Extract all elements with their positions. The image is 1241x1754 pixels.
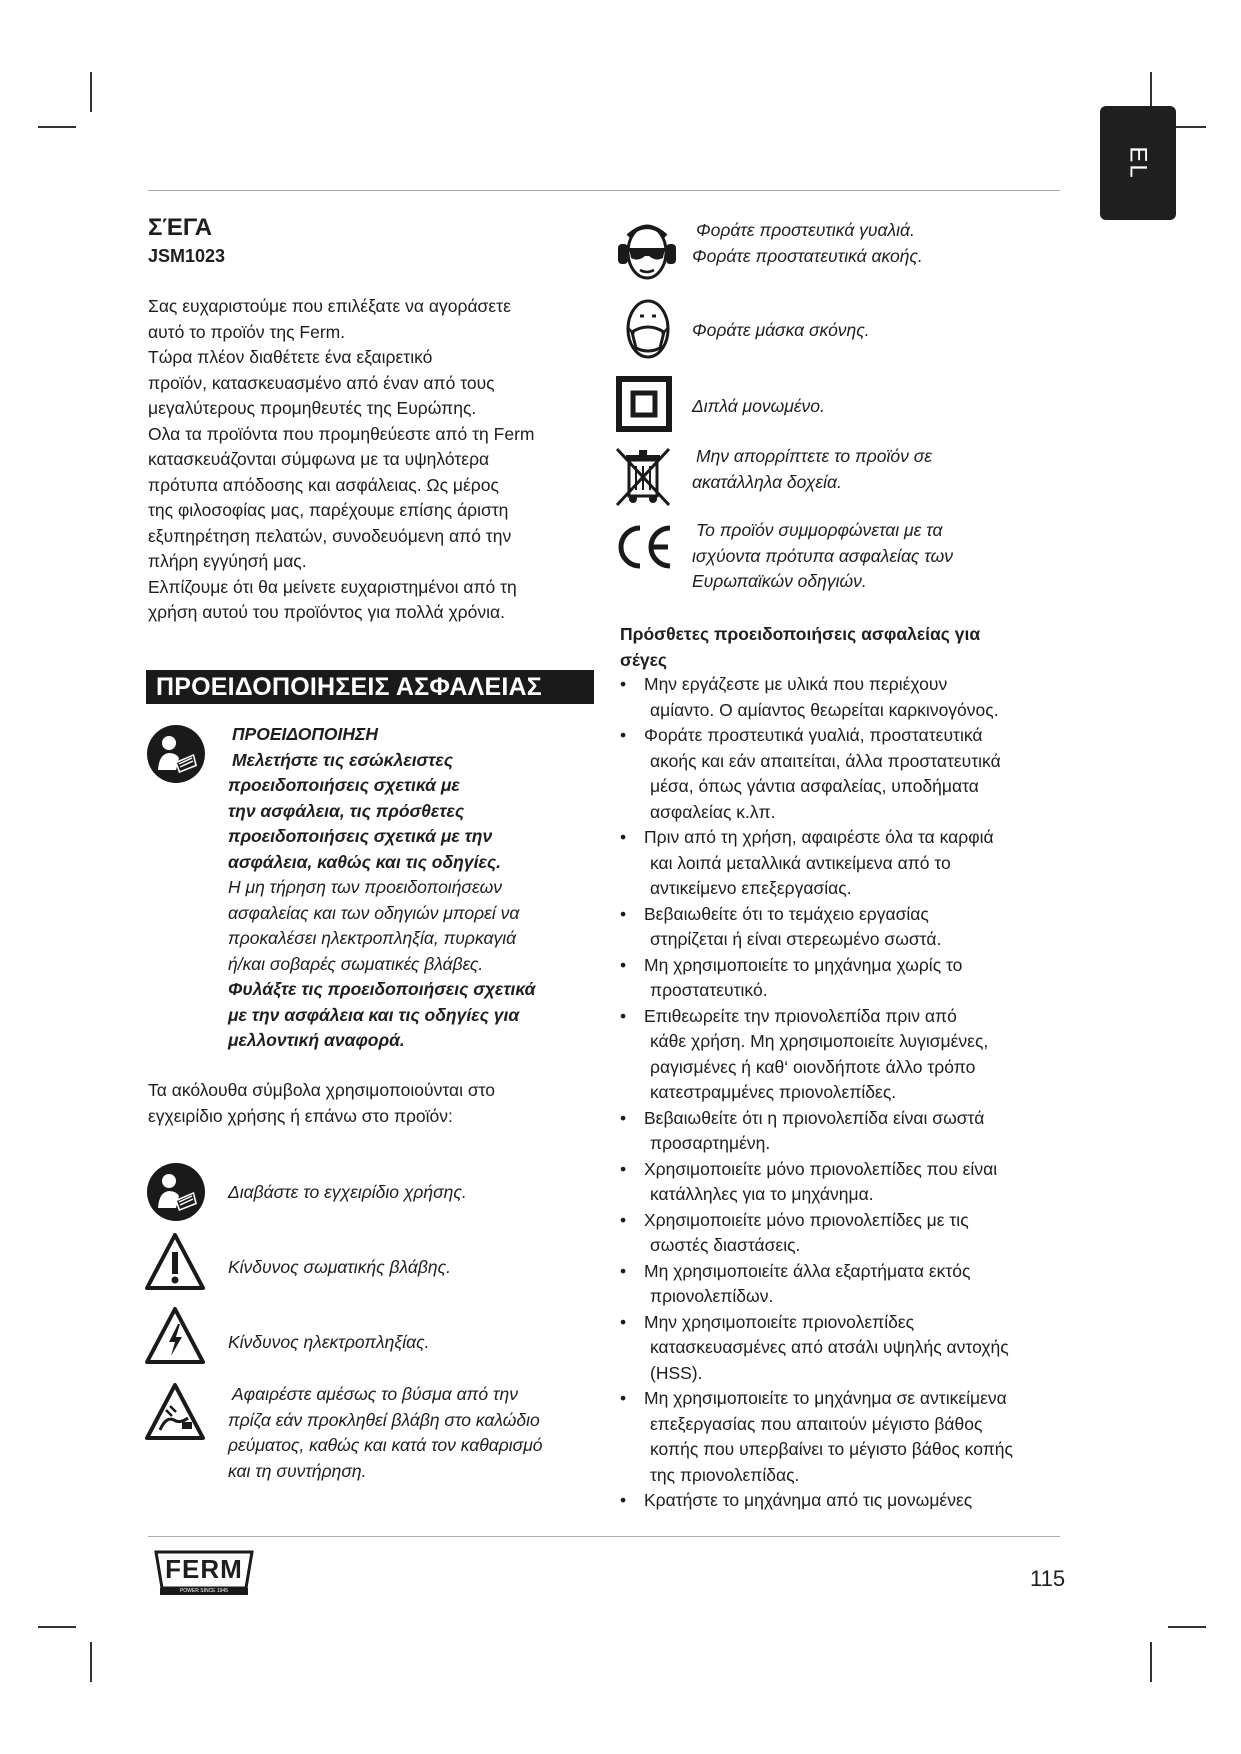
intro-line: πλήρη εγγύησή μας. (148, 551, 307, 571)
dust-mask-icon (620, 298, 676, 360)
symbol-label-ce (692, 518, 953, 595)
read-manual-icon (146, 1162, 206, 1222)
list-item-line: • Χρησιμοποιείτε μόνο πριονολεπίδες με τις (644, 1209, 969, 1230)
symbol-label-line: Φοράτε προστευτικά γυαλιά. (696, 220, 915, 240)
list-item-line: επεξεργασίας που απαιτούν μέγιστο βάθος (650, 1413, 983, 1434)
intro-line: κατασκευάζονται σύμφωνα με τα υψηλότερα (148, 449, 490, 469)
list-item (620, 1259, 1090, 1310)
list-item-line: (HSS). (650, 1362, 703, 1383)
intro-line: αυτό το προϊόν της Ferm. (148, 321, 346, 342)
crop-mark (90, 1642, 92, 1682)
list-item-line: κοπής που υπερβαίνει το μέγιστο βάθος κοπής (650, 1439, 1013, 1459)
list-item-line: προσαρτημένη. (650, 1133, 771, 1153)
list-item-line: ραγισμένες ή καθ‘ οιονδήποτε άλλο τρόπο (650, 1056, 976, 1077)
crop-mark (38, 1626, 76, 1628)
list-item-line: ασφαλείας κ.λπ. (650, 801, 776, 822)
list-item (620, 1488, 1090, 1514)
list-item-line: • Βεβαιωθείτε ότι το τεμάχειο εργασίας (644, 903, 929, 924)
symbol-label-line: ακατάλληλα δοχεία. (692, 471, 842, 492)
warning-bold-line: Μελετήστε τις εσώκλειστες (232, 749, 454, 770)
intro-line: εξυπηρέτηση πελατών, συνοδευόμενη από την (148, 525, 512, 546)
ce-mark-icon (614, 524, 674, 570)
list-item (620, 1157, 1090, 1208)
list-item-line: • Επιθεωρείτε την πριονολεπίδα πριν από (644, 1005, 957, 1026)
list-item (620, 1004, 1090, 1106)
symbol-label-unplug (228, 1382, 543, 1484)
heading-line: Πρόσθετες προειδοποιήσεις ασφαλείας για (620, 624, 981, 644)
symbol-label-read-manual: Διαβάστε το εγχειρίδιο χρήσης. (228, 1182, 467, 1202)
symbol-label-double-insulated: Διπλά μονωμένο. (692, 396, 825, 416)
double-insulated-icon (616, 376, 672, 432)
symbol-label-line: ισχύοντα πρότυπα ασφαλείας των (692, 545, 953, 566)
heading-line: σέγες (620, 649, 668, 670)
symbol-label-weee (692, 444, 932, 495)
symbol-label-injury: Κίνδυνος σωματικής βλάβης. (228, 1257, 451, 1277)
list-item-line: • Πριν από τη χρήση, αφαιρέστε όλα τα καρφιά (644, 827, 994, 847)
intro-line: πρότυπα απόδοσης και ασφάλειας. Ως μέρος (148, 474, 499, 495)
list-item-line: • Βεβαιωθείτε ότι η πριονολεπίδα είναι σωστά (644, 1107, 985, 1128)
additional-warnings-heading (620, 622, 980, 673)
symbol-label-line: ρεύματος, καθώς και κατά τον καθαρισμό (228, 1435, 543, 1455)
list-item-line: κατασκευασμένες από ατσάλι υψηλής αντοχής (650, 1337, 1009, 1357)
crop-mark (1168, 1626, 1206, 1628)
language-tab-label: EL (1124, 146, 1152, 180)
symbol-label-line: και τη συντήρηση. (228, 1460, 367, 1481)
symbol-label-dust-mask: Φοράτε μάσκα σκόνης. (692, 320, 870, 340)
intro-line: μεγαλύτερους προμηθευτές της Ευρώπης. (148, 398, 477, 418)
list-item-line: της πριονολεπίδας. (650, 1464, 800, 1485)
ferm-logo-text: FERM (165, 1554, 243, 1584)
product-title: ΣΈΓΑ (148, 214, 213, 241)
list-item (620, 672, 1090, 723)
list-item (620, 1106, 1090, 1157)
list-item-line: • Χρησιμοποιείτε μόνο πριονολεπίδες που είναι (644, 1158, 998, 1179)
intro-line: Ελπίζουμε ότι θα μείνετε ευχαριστημένοι από τη (148, 576, 517, 597)
list-item-line: κατάλληλες για το μηχάνημα. (650, 1184, 874, 1204)
ferm-logo (150, 1548, 258, 1601)
list-item-line: μέσα, όπως γάντια ασφαλείας, υποδήματα (650, 776, 979, 796)
intro-line: Ολα τα προϊόντα που προμηθεύεστε από τη Ferm (148, 423, 535, 444)
list-item-line: • Κρατήστε το μηχάνημα από τις μονωμένες (644, 1490, 973, 1510)
intro-line: της φιλοσοφίας μας, παρέχουμε επίσης άριστη (148, 500, 509, 520)
warning-bold-line: ασφάλεια, καθώς και τις οδηγίες. (228, 851, 502, 872)
warning-italic-line: προκαλέσει ηλεκτροπληξία, πυρκαγιά (228, 928, 517, 948)
footer-rule (148, 1536, 1060, 1537)
list-item (620, 723, 1090, 825)
crop-mark (1150, 1642, 1152, 1682)
symbol-label-line: Ευρωπαϊκών οδηγιών. (692, 571, 867, 591)
intro-line: χρήση αυτού του προϊόντος για πολλά χρόνια. (148, 602, 505, 622)
header-rule (148, 190, 1060, 191)
warning-italic-line: ασφαλείας και των οδηγιών μπορεί να (228, 902, 520, 923)
unplug-cable-icon (144, 1382, 206, 1442)
goggles-ear-protection-icon (616, 222, 678, 286)
symbol-label-line: Αφαιρέστε αμέσως το βύσμα από την (232, 1384, 518, 1404)
list-item-line: κάθε χρήση. Μη χρησιμοποιείτε λυγισμένες, (650, 1031, 989, 1051)
warning-bold-line: προειδοποιήσεις σχετικά με (228, 775, 460, 795)
section-title: ΠΡΟΕΙΔΟΠΟΙΗΣΕΙΣ ΑΣΦΑΛΕΙΑΣ (146, 670, 594, 704)
symbols-note-line: εγχειρίδιο χρήσης ή επάνω στο προϊόν: (148, 1105, 453, 1126)
symbols-note (148, 1078, 495, 1129)
list-item (620, 1208, 1090, 1259)
warning-block (228, 722, 608, 1054)
warning-closing-line: Φυλάξτε τις προειδοποιήσεις σχετικά (228, 979, 536, 999)
warning-heading: ΠΡΟΕΙΔΟΠΟΙΗΣΗ (232, 724, 379, 744)
intro-line: Τώρα πλέον διαθέτετε ένα εξαιρετικό (148, 347, 433, 367)
list-item (620, 953, 1090, 1004)
list-item-line: • Μη χρησιμοποιείτε άλλα εξαρτήματα εκτός (644, 1260, 971, 1281)
list-item-line: • Μην χρησιμοποιείτε πριονολεπίδες (644, 1311, 915, 1332)
list-item-line: πριονολεπίδων. (650, 1286, 774, 1306)
list-item-line: • Μην εργάζεστε με υλικά που περιέχουν (644, 674, 948, 694)
list-item (620, 825, 1090, 902)
list-item-line: σωστές διαστάσεις. (650, 1235, 801, 1255)
list-item-line: • Μη χρησιμοποιείτε το μηχάνημα σε αντικείμενα (644, 1388, 1007, 1408)
warning-closing-line: μελλοντική αναφορά. (228, 1030, 405, 1050)
symbols-note-line: Τα ακόλουθα σύμβολα χρησιμοποιούνται στο (148, 1080, 496, 1100)
warning-bold-line: την ασφάλεια, τις πρόσθετες (228, 800, 465, 821)
warning-italic-line: Η μη τήρηση των προειδοποιήσεων (228, 877, 503, 897)
symbol-label-line: Το προϊόν συμμορφώνεται με τα (696, 520, 943, 540)
symbol-label-line: Φοράτε προστατευτικά ακοής. (692, 245, 923, 266)
intro-line: Σας ευχαριστούμε που επιλέξατε να αγοράσετε (148, 296, 511, 316)
list-item-line: στηρίζεται ή είναι στερεωμένο σωστά. (650, 929, 942, 949)
list-item (620, 902, 1090, 953)
list-item-line: ακοής και εάν απαιτείται, άλλα προστατευτικά (650, 750, 1001, 771)
symbol-label-line: Μην απορρίπτετε το προϊόν σε (696, 446, 932, 466)
intro-paragraph (148, 294, 608, 626)
list-item (620, 1310, 1090, 1387)
additional-warnings-list (620, 672, 1090, 1514)
list-item-line: • Φοράτε προστευτικά γυαλιά, προστατευτικά (644, 725, 983, 745)
list-item (620, 1386, 1090, 1488)
ferm-logo-tagline: POWER SINCE 1945 (179, 1588, 229, 1594)
injury-warning-icon (144, 1232, 206, 1292)
warning-italic-line: ή/και σοβαρές σωματικές βλάβες. (228, 953, 484, 974)
intro-line: προϊόν, κατασκευασμένο από έναν από τους (148, 372, 495, 393)
language-tab (1100, 106, 1176, 220)
warning-closing-line: με την ασφάλεια και τις οδηγίες για (228, 1004, 520, 1025)
list-item-line: προστατευτικό. (650, 980, 768, 1000)
symbol-label-goggles (692, 218, 923, 269)
symbol-label-electric: Κίνδυνος ηλεκτροπληξίας. (228, 1332, 430, 1352)
page-number: 115 (1030, 1566, 1066, 1591)
list-item-line: κατεστραμμένες πριονολεπίδες. (650, 1082, 897, 1102)
list-item-line: αντικείμενο επεξεργασίας. (650, 878, 852, 898)
list-item-line: • Μη χρησιμοποιείτε το μηχάνημα χωρίς το (644, 954, 963, 975)
crop-mark (38, 126, 76, 128)
read-manual-icon (146, 724, 206, 784)
list-item-line: και λοιπά μεταλλικά αντικείμενα από το (650, 852, 951, 873)
weee-bin-icon (614, 446, 672, 508)
product-model: JSM1023 (148, 246, 226, 266)
symbol-label-line: πρίζα εάν προκληθεί βλάβη στο καλώδιο (228, 1409, 540, 1430)
crop-mark (90, 72, 92, 112)
electric-shock-icon (144, 1306, 206, 1366)
list-item-line: αμίαντο. Ο αμίαντος θεωρείται καρκινογόνος. (650, 699, 999, 720)
warning-bold-line: προειδοποιήσεις σχετικά με την (228, 826, 493, 846)
